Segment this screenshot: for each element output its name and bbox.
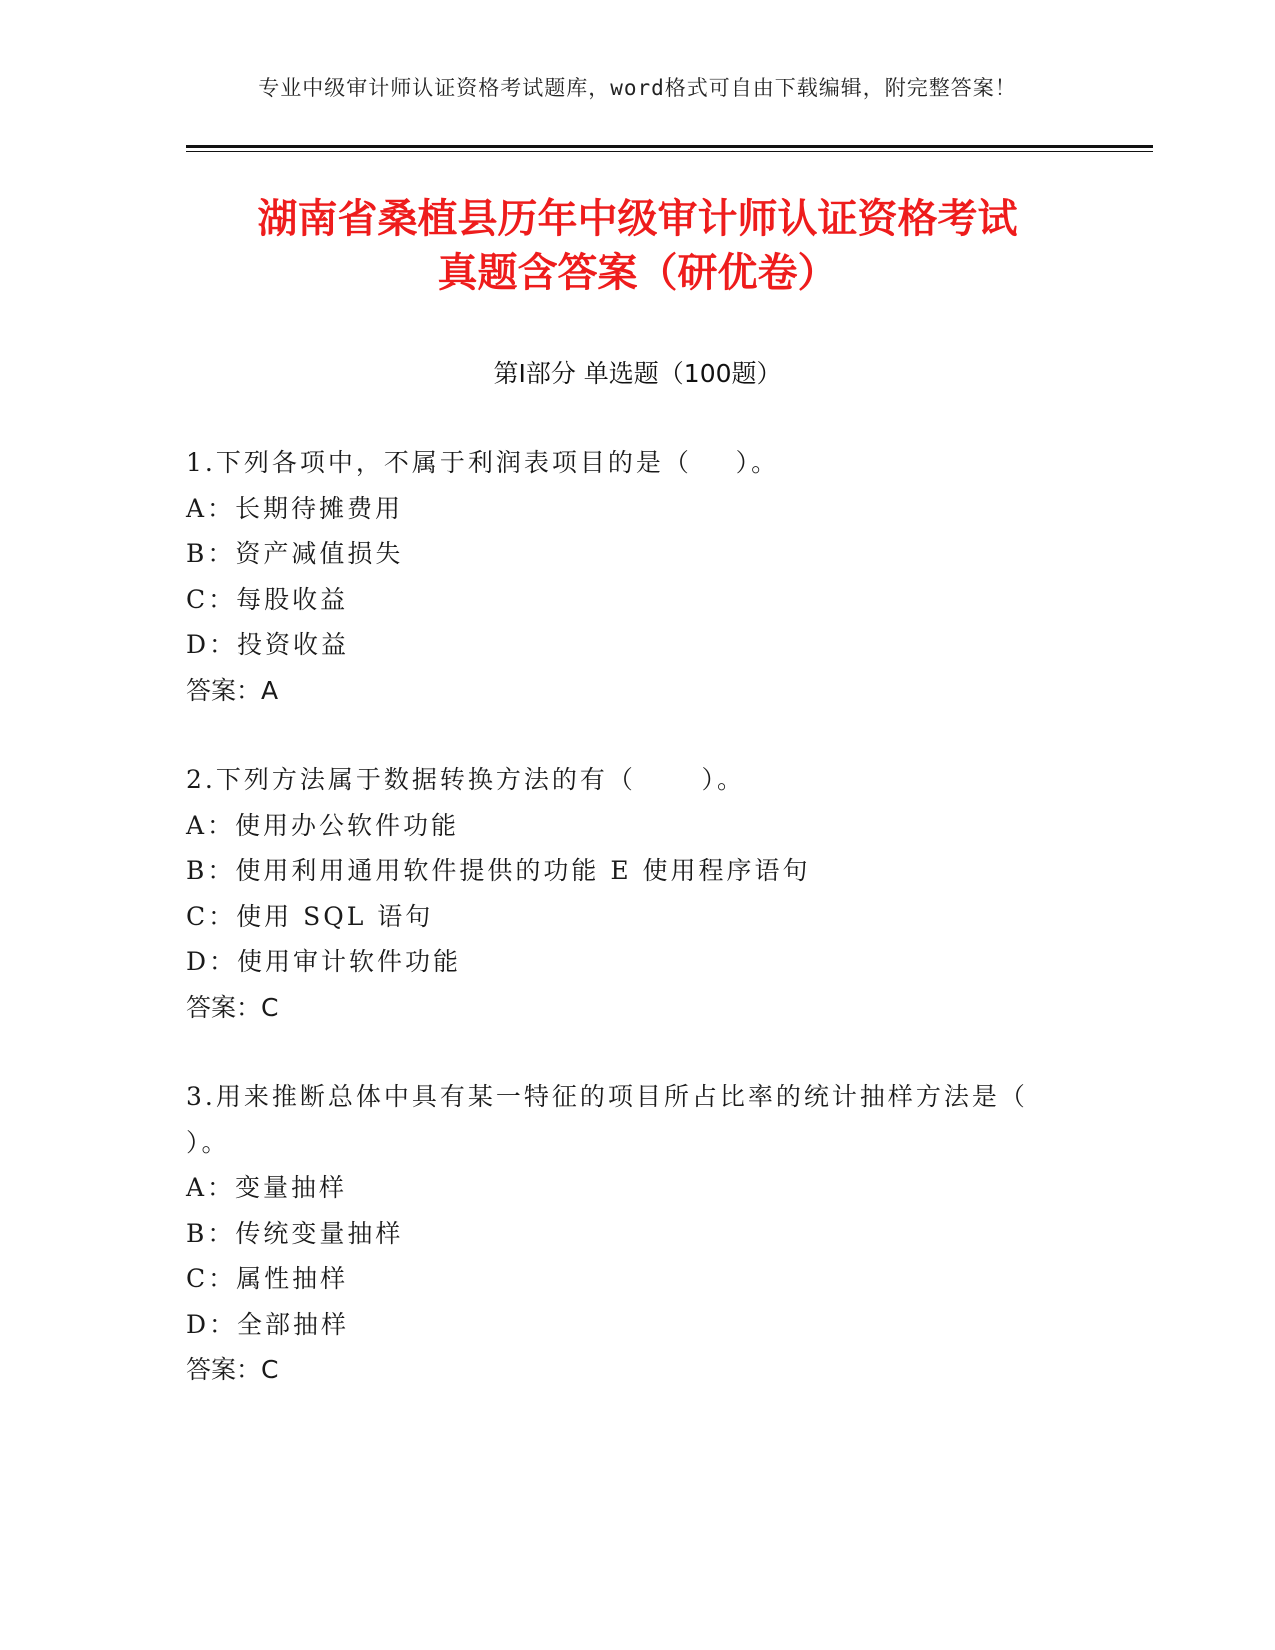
question-1 <box>186 440 1086 713</box>
question-stem-continued: ）。 <box>186 1127 230 1157</box>
question-2 <box>186 757 1086 1030</box>
question-stem: 3.用来推断总体中具有某一特征的项目所占比率的统计抽样方法是（ <box>186 1082 1028 1111</box>
header-rule-thin <box>186 151 1153 152</box>
answer: 答案：A <box>186 675 279 705</box>
option-c: C：使用 SQL 语句 <box>186 901 434 931</box>
question-3 <box>186 1074 1086 1393</box>
question-list <box>186 440 1086 1437</box>
option-b: B：使用利用通用软件提供的功能 E 使用程序语句 <box>186 856 811 885</box>
option-a: A：长期待摊费用 <box>186 493 404 523</box>
question-stem: 1.下列各项中，不属于利润表项目的是（ ）。 <box>186 448 780 477</box>
option-a: A：使用办公软件功能 <box>186 810 460 840</box>
document-title-line-1: 湖南省桑植县历年中级审计师认证资格考试 <box>257 196 1018 242</box>
section-title: 第Ⅰ部分 单选题（100题） <box>493 359 782 388</box>
option-a: A：变量抽样 <box>186 1173 348 1202</box>
document-title-line-2: 真题含答案（研优卷） <box>437 250 838 296</box>
answer: 答案：C <box>186 1355 279 1384</box>
option-d: D：全部抽样 <box>186 1309 350 1339</box>
option-c: C：每股收益 <box>186 584 349 614</box>
option-b: B：资产减值损失 <box>186 539 404 568</box>
header-rule-thick <box>186 145 1153 148</box>
option-c: C：属性抽样 <box>186 1264 349 1293</box>
option-d: D：投资收益 <box>186 630 350 659</box>
answer: 答案：C <box>186 992 279 1022</box>
option-d: D：使用审计软件功能 <box>186 947 462 976</box>
page-header: 专业中级审计师认证资格考试题库，word格式可自由下载编辑，附完整答案！ <box>258 76 1017 100</box>
document-title <box>150 192 1125 300</box>
option-b: B：传统变量抽样 <box>186 1218 404 1248</box>
question-stem: 2.下列方法属于数据转换方法的有（ ）。 <box>186 765 746 794</box>
